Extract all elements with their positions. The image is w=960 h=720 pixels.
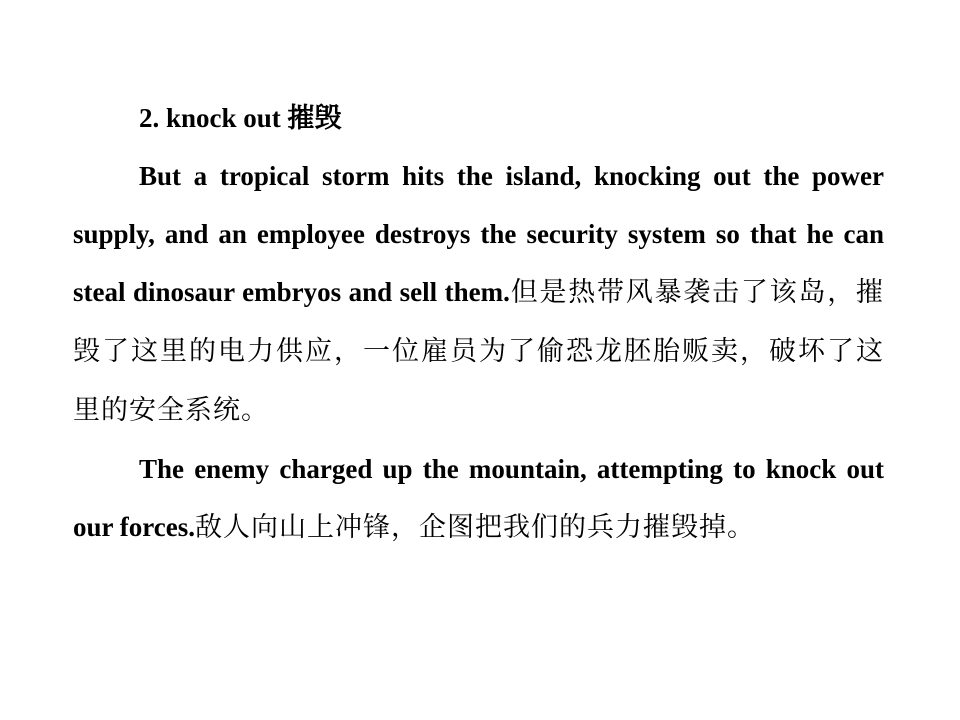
- item-separator: .: [152, 103, 160, 133]
- phrase-term: knock out: [166, 103, 281, 133]
- example-2: [73, 440, 884, 557]
- example-1-chinese: 但是热带风暴袭击了该岛，摧毁了这里的电力供应，一位雇员为了偷恐龙胚胎贩卖，破坏了这里的安全系统。: [73, 277, 885, 426]
- item-heading: [73, 89, 884, 147]
- example-1: [73, 147, 884, 440]
- example-1-english: But a tropical storm hits the island, knocking out the power supply, and an employee destroys the security system so that he can steal dinosaur embryos and sell them.: [73, 161, 884, 307]
- content-area: [73, 89, 884, 557]
- phrase-meaning: 摧毁: [287, 103, 342, 133]
- example-2-english: The enemy charged up the mountain, attempting to knock out our forces.: [73, 454, 884, 542]
- example-2-chinese: 敌人向山上冲锋，企图把我们的兵力摧毁掉。: [194, 512, 755, 543]
- item-number: 2: [139, 103, 153, 133]
